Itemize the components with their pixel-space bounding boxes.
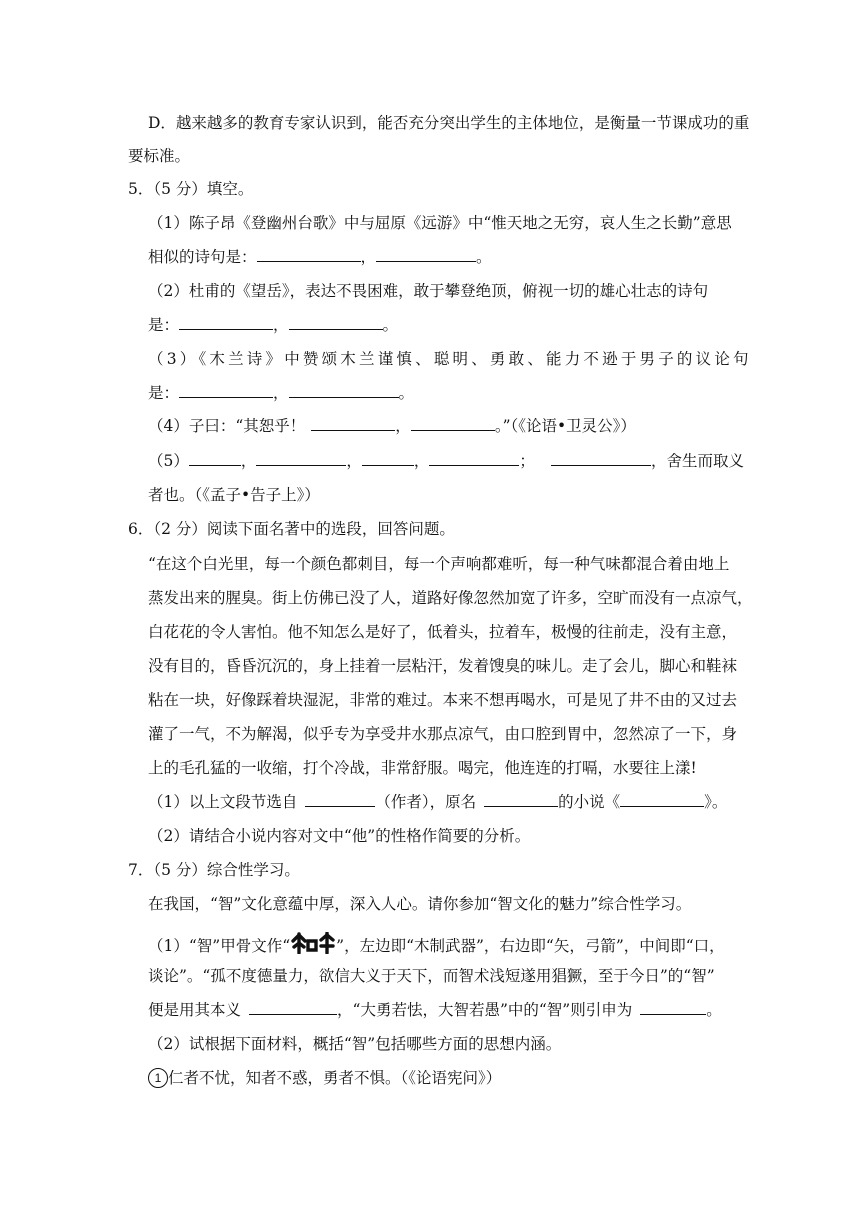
q7-part1-original-meaning: 便是用其本义 (148, 1001, 242, 1019)
q6-passage-line-4: 没有目的，昏昏沉沉的，身上挂着一层粘汗，发着馊臭的味儿。走了会儿，脚心和鞋袜 (148, 657, 738, 675)
q5-part3-blank-1[interactable] (179, 383, 273, 398)
q7-part1-line3 (148, 1000, 722, 1020)
q7-part1-explanation: ”，左边即“木制武器”，右边即“矢，弓箭”，中间即“口， (336, 937, 725, 955)
q5-part2-blank-2[interactable] (289, 315, 383, 330)
comma: ， (273, 316, 289, 334)
q5-part2-prefix: 是： (148, 316, 180, 334)
q7-part2: （2）试根据下面材料，概括“智”包括哪些方面的思想内涵。 (148, 1035, 562, 1053)
q7-part1-line1 (148, 932, 725, 956)
q5-part3-line2 (148, 383, 414, 403)
q5-heading: 5．（5 分）填空。 (128, 180, 254, 198)
circled-number-1: 1 (148, 1068, 168, 1088)
period: 。 (398, 384, 415, 402)
q7-extended-meaning-blank[interactable] (640, 1000, 706, 1015)
q5-part4-source: 。”（《论语•卫灵公》） (494, 417, 636, 435)
q6-original-name-blank[interactable] (484, 792, 558, 807)
q6-part1-line (148, 792, 727, 812)
q5-part1-blank-2[interactable] (376, 247, 476, 262)
q5-part1-line2 (148, 247, 492, 267)
q5-part1-prefix: 相似的诗句是： (148, 248, 257, 266)
q5-part5-suffix: ，舍生而取义 (650, 452, 744, 470)
q5-part3-blank-2[interactable] (289, 383, 399, 398)
q7-intro: 在我国，“智”文化意蕴中厚，深入人心。请你参加“智文化的魅力”综合性学习。 (148, 895, 692, 913)
q5-part4-prefix: （4）子曰：“其恕乎！ (148, 417, 306, 435)
comma: ， (395, 417, 411, 435)
q6-passage-line-6: 灌了一气，不为解渴，似乎专为享受井水那点凉气，由口腔到胃中，忽然凉了一下，身 (148, 725, 738, 743)
q7-part1-extended: ，“大勇若怯，大智若愚”中的“智”则引申为 (337, 1001, 633, 1019)
q5-part5-prefix: （5） (148, 452, 189, 470)
q7-part1-line2: 谈论”。“孤不度德量力，欲信大义于天下，而智术浅短遂用猖獗，至于今日”的“智” (148, 967, 715, 985)
q6-author-blank[interactable] (305, 792, 375, 807)
q5-part4-line (148, 416, 636, 436)
q6-part1-end: 》。 (704, 793, 728, 811)
q5-part1-blank-1[interactable] (257, 247, 361, 262)
q5-part4-blank-1[interactable] (311, 416, 395, 431)
comma: ， (346, 452, 362, 470)
q5-part4-blank-2[interactable] (411, 416, 495, 431)
q6-part1-novel: 的小说《 (558, 793, 621, 811)
comma: ， (273, 384, 289, 402)
q7-part1-prefix: （1）“智”甲骨文作“ (148, 937, 291, 955)
q5-part5-blank-1[interactable] (189, 451, 241, 466)
q6-part1-mid: （作者），原名 (375, 793, 477, 811)
q5-part5-blank-5[interactable] (551, 451, 651, 466)
semicolon: ； (519, 452, 535, 470)
q5-part2-line2 (148, 315, 398, 335)
q5-part2-blank-1[interactable] (179, 315, 273, 330)
q6-passage-line-7: 上的毛孔猛的一收缩，打个冷战，非常舒服。喝完，他连连的打嗝，水要往上漾! (148, 759, 697, 777)
q6-passage-line-1: “在这个白光里，每一个颜色都刺目，每一个声响都难听，每一种气味都混合着由地上 (148, 555, 730, 573)
q5-part5-line1 (148, 451, 744, 471)
q6-novel-title-blank[interactable] (620, 792, 704, 807)
period: 。 (382, 316, 399, 334)
q7-material-1 (148, 1068, 501, 1088)
q5-part1-line1: （1）陈子昂《登幽州台歌》中与屈原《远游》中“惟天地之无穷，哀人生之长勤”意思 (148, 214, 732, 232)
q6-part2: （2）请结合小说内容对文中“他”的性格作简要的分析。 (148, 827, 531, 845)
period: 。 (706, 1001, 722, 1019)
comma: ， (240, 452, 257, 470)
q7-material-1-text: 仁者不忧，知者不惑，勇者不惧。（《论语宪问》） (168, 1069, 502, 1087)
q4-option-d-line1: D．越来越多的教育专家认识到，能否充分突出学生的主体地位，是衡量一节课成功的重 (148, 114, 750, 132)
q6-part1-prefix: （1）以上文段节选自 (148, 793, 298, 811)
q5-part3-line1: （3）《木兰诗》中赞颂木兰谨慎、聪明、勇敢、能力不逊于男子的议论句 (148, 350, 752, 368)
q5-part5-blank-2[interactable] (256, 451, 346, 466)
q5-part2-line1: （2）杜甫的《望岳》，表达不畏困难，敢于攀登绝顶，俯视一切的雄心壮志的诗句 (148, 282, 709, 300)
q5-part5-blank-3[interactable] (362, 451, 414, 466)
comma: ， (360, 248, 377, 266)
q5-part3-prefix: 是： (148, 384, 180, 402)
q5-part5-blank-4[interactable] (429, 451, 519, 466)
period: 。 (476, 248, 492, 266)
q7-heading: 7．（5 分）综合性学习。 (128, 861, 300, 879)
q6-heading: 6．（2 分）阅读下面名著中的选段，回答问题。 (128, 520, 455, 538)
comma: ， (413, 452, 430, 470)
q6-passage-line-3: 白花花的令人害怕。他不知怎么是好了，低着头，拉着车，极慢的往前走，没有主意， (148, 623, 738, 641)
q5-part5-line2: 者也。（《孟子•告子上》） (148, 486, 320, 504)
q7-original-meaning-blank[interactable] (249, 1000, 337, 1015)
q4-option-d-line2: 要标准。 (128, 147, 191, 165)
oracle-bone-zhi-glyph (290, 932, 336, 954)
q6-passage-line-5: 粘在一块，好像踩着块湿泥，非常的难过。本来不想再喝水，可是见了井不由的又过去 (148, 691, 738, 709)
q6-passage-line-2: 蒸发出来的腥臭。街上仿佛已没了人，道路好像忽然加宽了许多，空旷而没有一点凉气， (148, 589, 753, 607)
